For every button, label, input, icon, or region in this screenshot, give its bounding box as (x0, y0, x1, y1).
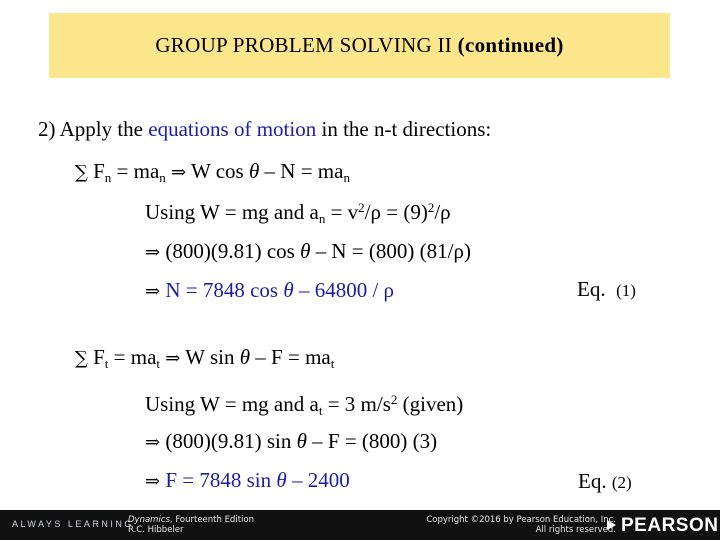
tangential-using-line (145, 391, 463, 417)
book-title: Dynamics (128, 515, 170, 525)
subscript: t (330, 356, 335, 371)
sum-symbol: ∑ (75, 162, 88, 183)
footer-bar (0, 510, 720, 540)
rho-symbol: ρ (453, 239, 464, 263)
tangential-eq-line (75, 344, 334, 372)
equation-label-1 (577, 277, 636, 302)
title-banner (49, 13, 670, 78)
eq-number: (1) (616, 281, 636, 300)
normal-result-part: – 64800 / (293, 278, 384, 302)
normal-sub-part: – N = (800) (81/ (310, 239, 454, 263)
rho-symbol: ρ (383, 278, 395, 302)
book-edition: , Fourteenth Edition (169, 515, 255, 525)
tangential-result-part: – 2400 (286, 468, 350, 492)
normal-result (160, 278, 394, 302)
rho-symbol: ρ (440, 200, 451, 224)
sum-symbol: ∑ (75, 348, 88, 369)
implies-symbol: ⇒ (145, 432, 161, 453)
slide-title (155, 33, 563, 58)
implies-symbol: ⇒ (165, 348, 181, 369)
normal-using-line (145, 199, 451, 225)
normal-eq-part: W cos (186, 159, 249, 183)
subscript: n (343, 170, 350, 185)
superscript: 2 (390, 392, 398, 407)
tangential-eq-part: – F = ma (250, 345, 331, 369)
step-prefix: 2) Apply the (38, 117, 149, 141)
tangential-eq-part: = ma (108, 345, 157, 369)
tangential-using-part: Using W = mg and a (145, 392, 319, 416)
step-highlight: equations of motion (148, 117, 317, 141)
normal-using-part: / (364, 200, 371, 224)
tangential-result (160, 468, 350, 492)
normal-substitution-line (145, 238, 471, 266)
play-triangle-icon (607, 520, 616, 530)
implies-symbol: ⇒ (171, 162, 187, 183)
normal-using-part: Using W = mg and a (145, 200, 319, 224)
eq-label-text: Eq. (577, 277, 606, 301)
normal-result-part: N = 7848 cos (160, 278, 284, 302)
subscript: t (318, 403, 323, 418)
footer-copyright (426, 515, 616, 535)
step-heading (38, 116, 491, 142)
subscript: n (104, 170, 112, 185)
subscript: n (318, 211, 326, 226)
normal-sub-part: (800)(9.81) cos (160, 239, 301, 263)
superscript: 2 (427, 200, 435, 215)
normal-using-part: = v (325, 200, 359, 224)
tangential-substitution-line (145, 428, 437, 456)
normal-using-part: = (9) (380, 200, 428, 224)
eq-number: (2) (611, 473, 632, 492)
normal-eq-part: – N = ma (259, 159, 344, 183)
subscript: n (159, 170, 166, 185)
rights-text: All rights reserved. (535, 525, 616, 535)
footer-book-info (128, 515, 254, 535)
theta-symbol: θ (239, 345, 251, 369)
implies-symbol: ⇒ (145, 471, 161, 492)
tangential-using-part: = 3 m/s (322, 392, 391, 416)
slide-title-suffix: (continued) (457, 33, 564, 57)
eq-label-text: Eq. (578, 469, 607, 493)
tangential-sub-part: – F = (800) (3) (306, 429, 438, 453)
tangential-eq-part: W sin (180, 345, 240, 369)
tangential-sub-part: (800)(9.81) sin (160, 429, 297, 453)
tangential-using-part: (given) (397, 392, 464, 416)
theta-symbol: θ (300, 239, 311, 263)
book-author: R.C. Hibbeler (128, 525, 184, 535)
normal-using-part: / (434, 200, 441, 224)
theta-symbol: θ (283, 278, 294, 302)
tangential-result-line (145, 467, 350, 495)
step-suffix: in the n-t directions: (316, 117, 492, 141)
subscript: t (156, 356, 161, 371)
equation-label-2 (578, 469, 632, 494)
normal-result-line (145, 277, 394, 305)
normal-eq-part: F (87, 159, 105, 183)
pearson-logo: PEARSON (621, 515, 719, 536)
copyright-text: Copyright ©2016 by Pearson Education, Inc. (426, 515, 616, 525)
subscript: t (104, 356, 109, 371)
normal-eq-line (75, 158, 350, 186)
implies-symbol: ⇒ (145, 242, 161, 263)
theta-symbol: θ (248, 159, 260, 183)
tangential-result-part: F = 7848 sin (160, 468, 277, 492)
footer-tagline: ALWAYS LEARNING (12, 519, 134, 529)
normal-eq-part: = ma (111, 159, 160, 183)
normal-sub-part: ) (463, 239, 471, 263)
tangential-eq-part: F (87, 345, 105, 369)
implies-symbol: ⇒ (145, 281, 161, 302)
superscript: 2 (358, 200, 365, 215)
rho-symbol: ρ (370, 200, 381, 224)
slide-title-main: GROUP PROBLEM SOLVING II (155, 33, 453, 57)
theta-symbol: θ (276, 468, 287, 492)
theta-symbol: θ (296, 429, 307, 453)
